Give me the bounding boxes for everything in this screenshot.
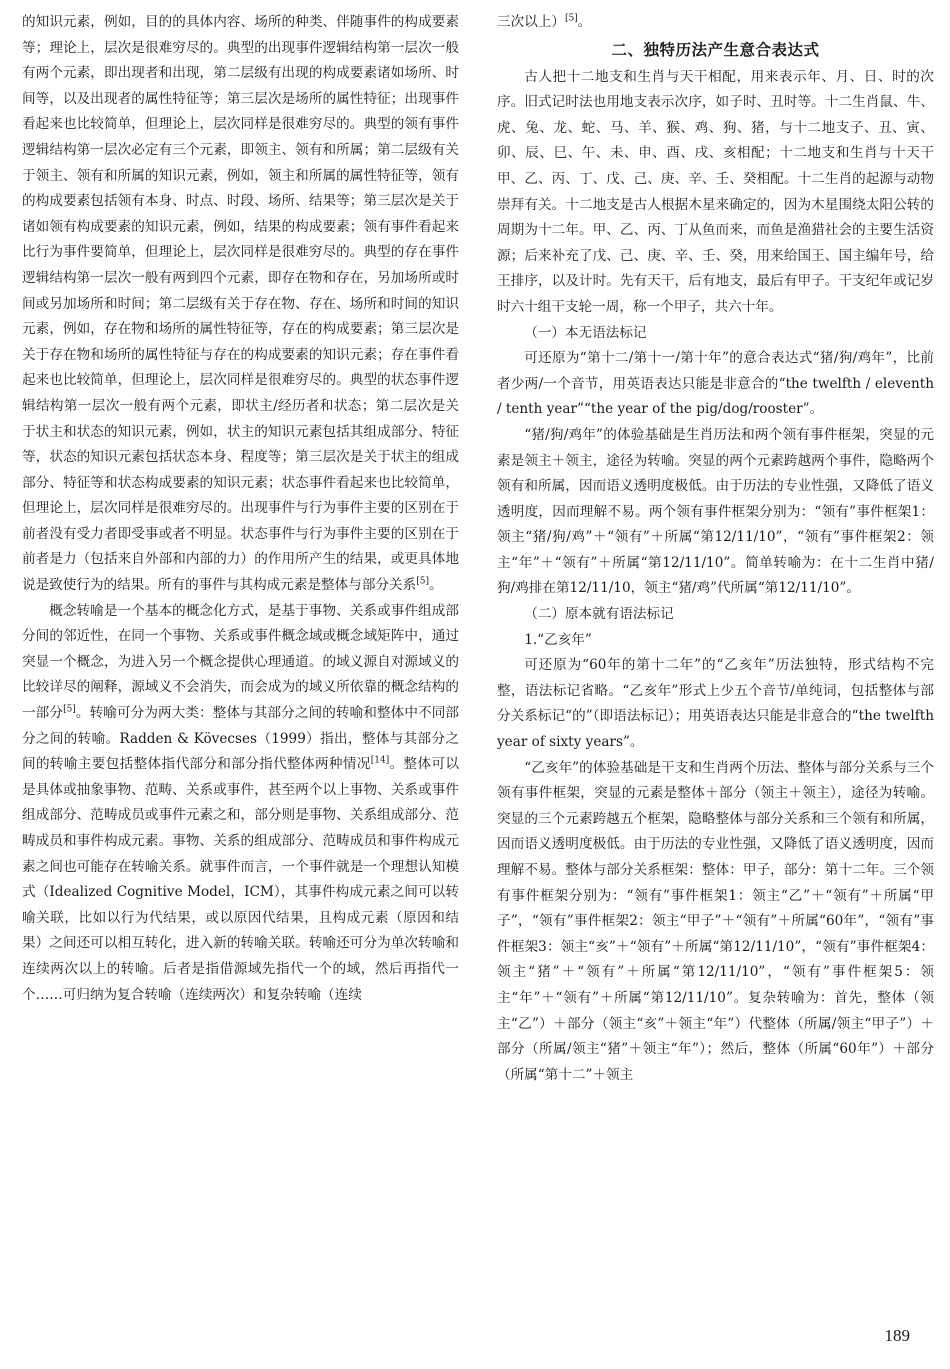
paragraph	[22, 10, 459, 599]
citation-ref: [5]	[416, 576, 429, 587]
paragraph: “猪/狗/鸡年”的体验基础是生肖历法和两个领有事件框架，突显的元素是领主＋领主，途径为转喻。突显的两个元素跨越两个事件，隐略两个领有和所属，因而语义透明度极低。由于历法的专业性强，又降低了语义透明度，因而理解不易。两个领有事件框架分别为：“领有”事件框架1：领主“猪/狗/鸡”＋“领有”＋所属“第12/11/10”，“领有”事件框架2：领主“年”＋“领有”＋所属“第12/11/10”。简单转喻为：在十二生肖中猪/狗/鸡排在第12/11/10，领主“猪/鸡”代所属“第12/11/10”。	[497, 426, 934, 597]
page-number: 189	[884, 1326, 910, 1345]
paragraph-text: 的知识元素，例如，目的的具体内容、场所的种类、伴随事件的构成要素等；理论上，层次是很难穷尽的。典型的出现事件逻辑结构第一层次一般有两个元素，即出现者和出现，第二层级有出现的构成要素诸如场所、时间等，以及出现者的属性特征等；第三层次是场所的属性特征；出现事件看起来也比较简单，但理论上，层次同样是很难穷尽的。典型的领有事件逻辑结构第一层次必定有三个元素，即领主、领有和所属；第二层级有关于领主、领有和所属的知识元素，例如，领主和所属的属性特征等，领有的构成要素包括领有本身、时点、时段、场所、结果等；第三层次是关于诸如领有构成要素的知识元素，例如，结果的构成要素；领有事件看起来比行为事件要简单，但理论上，层次同样是很难穷尽的。典型的存在事件逻辑结构第一层次一般有两到四个元素，即存在物和存在，另加场所或时间或另加场所和时间；第二层级有关于存在物、存在、场所和时间的知识元素，例如，存在物和场所的属性特征等，存在的构成要素；第三层次是关于存在物和场所的属性特征与存在的构成要素的知识元素；存在事件看起来也比较简单，但理论上，层次同样是很难穷尽的。典型的状态事件逻辑结构第一层次一般有两个元素，即状主/经历者和状态；第二层次是关于状主和状态的知识元素，例如，状主的知识元素包括其组成部分、特征等，状态的知识元素包括状态本身、程度等；第三层次是关于状主的组成部分、特征等和状态构成要素的知识元素；状态事件看起来也比较简单，但理论上，层次同样是很难穷尽的。出现事件与行为事件主要的区别在于前者没有受力者即受事或者不明显。状态事件与行为事件主要的区别在于前者是力（包括来自外部和内部的力）的作用所产生的结果，或更具体地说是致使行为的结果。所有的事件与其构成元素是整体与部分关系	[22, 14, 459, 594]
paragraph: “乙亥年”的体验基础是干支和生肖两个历法、整体与部分关系与三个领有事件框架，突显的元素是整体＋部分（领主＋领主），途径为转喻。突显的三个元素跨越五个框架，隐略整体与部分关系和三个领有和所属，因而语义透明度极低。由于历法的专业性强，又降低了语义透明度，因而理解不易。整体与部分关系框架：整体：甲子，部分：第十二年。三个领有事件框架分别为：“领有”事件框架1：领主“乙”＋“领有”＋所属“甲子”，“领有”事件框架2：领主“甲子”＋“领有”＋所属“60年”，“领有”事件框架3：领主“亥”＋“领有”＋所属“第12/11/10”，“领有”事件框架4：领主“猪”＋“领有”＋所属“第12/11/10”，“领有”事件框架5：领主“年”＋“领有”＋所属“第12/11/10”。复杂转喻为：首先，整体（领主“乙”）＋部分（领主“亥”＋领主“年”）代整体（所属/领主“甲子”）＋部分（所属/领主“猪”＋领主“年”）；然后，整体（所属“60年”）＋部分（所属“第十二”＋领主	[497, 759, 934, 1083]
subsubsection-heading: 1.“乙亥年”	[524, 631, 592, 648]
left-column	[22, 10, 459, 1008]
paragraph: 可还原为“60年的第十二年”的“乙亥年”历法独特，形式结构不完整，语法标记省略。“乙亥年”形式上少五个音节/单纯词，包括整体与部分关系标记“的”（即语法标记）；用英语表达只能是非意合的“the twelfth year of sixty years”。	[497, 657, 934, 751]
citation-ref: [5]	[63, 704, 76, 715]
paragraph-text: 概念转喻是一个基本的概念化方式，是基于事物、关系或事件组成部分间的邻近性，在同一个事物、关系或事件概念域或概念域矩阵中，通过突显一个概念，为进入另一个概念提供心理通道。的域义源自对源域义的比较详尽的阐释，源域义不会消失，而会成为的域义所依靠的概念结构的一部分	[22, 602, 459, 722]
paragraph-text: 。	[577, 14, 592, 30]
section-heading: 二、独特历法产生意合表达式	[611, 40, 820, 59]
right-column	[497, 10, 934, 1088]
paragraph-text: 三次以上）	[497, 14, 565, 30]
paragraph-text: 。整体可以是具体或抽象事物、范畴、关系或事件，甚至两个以上事物、关系或事件组成部分、范畴成员或事件元素之和，部分则是事物、关系组成部分、范畴成员和事件构成元素。事物、关系的组成部分、范畴成员和事件构成元素之间也可能存在转喻关系。就事件而言，一个事件就是一个理想认知模式（Idealized Cognitive Model，ICM），其事件构成元素之间可以转喻关联，比如以行为代结果，或以原因代结果，且构成元素（原因和结果）之间还可以相互转化，进入新的转喻关联。转喻还可分为单次转喻和连续两次以上的转喻。后者是指借源域先指代一个的域，然后再指代一个……可归纳为复合转喻（连续两次）和复杂转喻（连续	[22, 756, 460, 1003]
subsection-heading: （一）本无语法标记	[524, 324, 647, 341]
paragraph	[497, 10, 934, 36]
paragraph	[22, 599, 459, 1009]
subsection-heading: （二）原本就有语法标记	[524, 606, 674, 623]
paragraph: 可还原为“第十二/第十一/第十年”的意合表达式“猪/狗/鸡年”，比前者少两/一个音节，用英语表达只能是非意合的“the twelfth / eleventh / tenth year”“the year of the pig/dog/rooster”。	[497, 350, 934, 418]
paragraph-text: 。	[428, 577, 443, 594]
citation-ref: [14]	[370, 755, 390, 766]
citation-ref: [5]	[564, 13, 578, 24]
paragraph: 古人把十二地支和生肖与天干相配，用来表示年、月、日、时的次序。旧式记时法也用地支表示次序，如子时、丑时等。十二生肖鼠、牛、虎、兔、龙、蛇、马、羊、猴、鸡、狗、猪，与十二地支子、丑、寅、卯、辰、巳、午、未、申、酉、戌、亥相配；十二地支和生肖与十天干甲、乙、丙、丁、戊、己、庚、辛、壬、癸相配。十二生肖的起源与动物崇拜有关。十二地支是古人根据木星来确定的，因为木星围绕太阳公转的周期为十二年。甲、乙、丙、丁从鱼而来，而鱼是渔猎社会的主要生活资源；后来补充了戊、己、庚、辛、壬、癸，用来给国王、国主编年号，给王排序，以及计时。先有天干，后有地支，最后有甲子。干支纪年或记岁时六十组干支轮一周，称一个甲子，共六十年。	[497, 68, 934, 315]
paragraph-text: 。转喻可分为两大类：整体与其部分之间的转喻和整体中不同部分之间的转喻。Radden & Kövecses（1999）指出，整体与其部分之间的转喻主要包括整体指代部分和部分指代整体两种情况	[22, 705, 460, 773]
